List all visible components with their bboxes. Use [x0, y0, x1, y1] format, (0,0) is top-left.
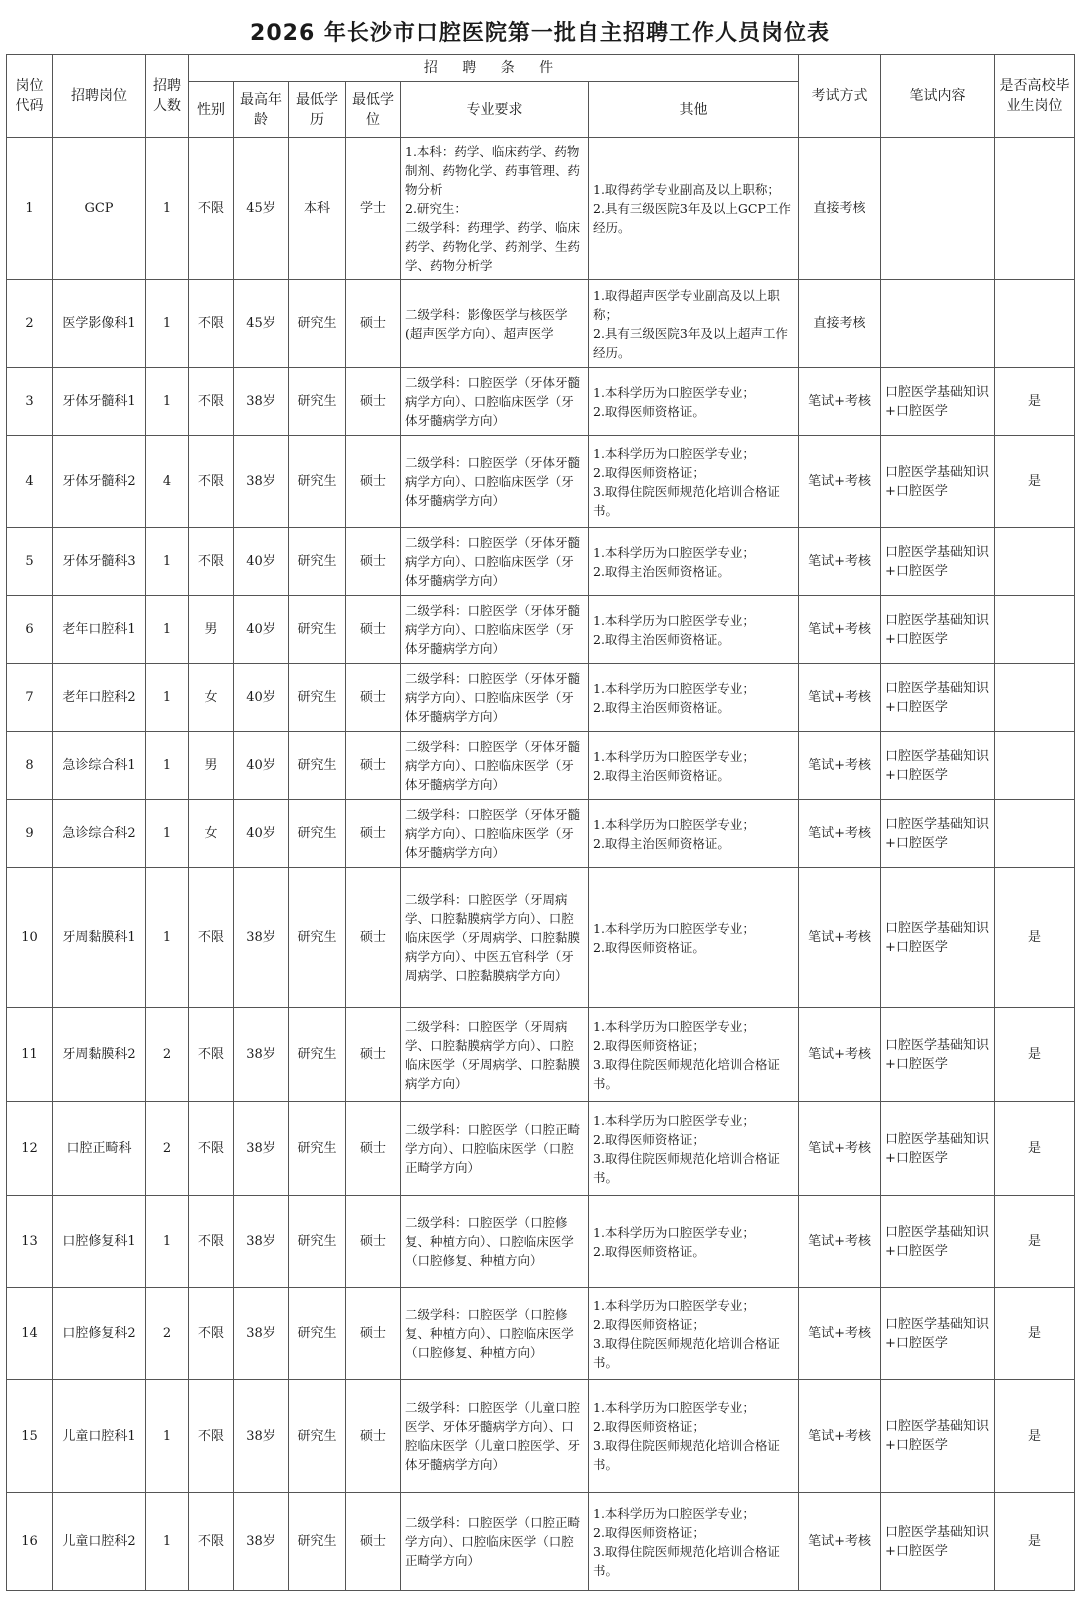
cell-written: 口腔医学基础知识+口腔医学: [881, 732, 995, 800]
cell-count: 2: [146, 1102, 189, 1196]
cell-other: 1.本科学历为口腔医学专业； 2.取得主治医师资格证。: [589, 800, 799, 868]
cell-count: 1: [146, 596, 189, 664]
cell-other: 1.本科学历为口腔医学专业； 2.取得医师资格证。: [589, 1196, 799, 1288]
cell-gender: 不限: [189, 868, 234, 1008]
cell-written: 口腔医学基础知识+口腔医学: [881, 664, 995, 732]
cell-written: 口腔医学基础知识+口腔医学: [881, 1196, 995, 1288]
cell-position: 牙体牙髓科3: [53, 528, 146, 596]
cell-max-age: 40岁: [234, 528, 289, 596]
table-row: [7, 528, 1075, 596]
cell-exam: 笔试+考核: [799, 1102, 881, 1196]
cell-graduate: [995, 280, 1075, 368]
cell-min-degree: 硕士: [346, 1102, 401, 1196]
cell-max-age: 45岁: [234, 280, 289, 368]
cell-written: 口腔医学基础知识+口腔医学: [881, 800, 995, 868]
cell-code: 4: [7, 436, 53, 528]
cell-gender: 女: [189, 800, 234, 868]
cell-graduate: [995, 664, 1075, 732]
cell-max-age: 40岁: [234, 596, 289, 664]
cell-exam: 笔试+考核: [799, 368, 881, 436]
cell-other: 1.本科学历为口腔医学专业； 2.取得医师资格证； 3.取得住院医师规范化培训合格证书。: [589, 1493, 799, 1591]
cell-max-age: 40岁: [234, 800, 289, 868]
header-gender: 性别: [189, 82, 234, 138]
cell-min-degree: 硕士: [346, 732, 401, 800]
cell-major: 二级学科：口腔医学（口腔正畸学方向）、口腔临床医学（口腔正畸学方向）: [401, 1102, 589, 1196]
cell-code: 3: [7, 368, 53, 436]
cell-graduate: 是: [995, 868, 1075, 1008]
cell-exam: 笔试+考核: [799, 596, 881, 664]
cell-written: 口腔医学基础知识+口腔医学: [881, 868, 995, 1008]
cell-graduate: 是: [995, 1008, 1075, 1102]
cell-major: 二级学科：口腔医学（牙体牙髓病学方向）、口腔临床医学（牙体牙髓病学方向）: [401, 664, 589, 732]
cell-code: 16: [7, 1493, 53, 1591]
table-header: [7, 55, 1075, 138]
cell-other: 1.本科学历为口腔医学专业； 2.取得医师资格证。: [589, 868, 799, 1008]
cell-graduate: [995, 732, 1075, 800]
table-row: [7, 1008, 1075, 1102]
cell-other: 1.本科学历为口腔医学专业； 2.取得医师资格证； 3.取得住院医师规范化培训合格证书。: [589, 1380, 799, 1493]
cell-max-age: 38岁: [234, 1288, 289, 1380]
cell-written: 口腔医学基础知识+口腔医学: [881, 436, 995, 528]
cell-max-age: 38岁: [234, 1493, 289, 1591]
positions-table: [6, 54, 1075, 1591]
cell-code: 9: [7, 800, 53, 868]
cell-position: 口腔修复科1: [53, 1196, 146, 1288]
cell-exam: 笔试+考核: [799, 1493, 881, 1591]
cell-gender: 不限: [189, 528, 234, 596]
header-count: 招聘人数: [146, 55, 189, 138]
cell-major: 1.本科：药学、临床药学、药物制剂、药物化学、药事管理、药物分析 2.研究生： 二级学科：药理学、药学、临床药学、药物化学、药剂学、生药学、药物分析学: [401, 138, 589, 280]
cell-count: 1: [146, 1493, 189, 1591]
cell-gender: 男: [189, 596, 234, 664]
cell-other: 1.本科学历为口腔医学专业； 2.取得医师资格证； 3.取得住院医师规范化培训合格证书。: [589, 436, 799, 528]
table-row: [7, 800, 1075, 868]
cell-count: 1: [146, 800, 189, 868]
header-major: 专业要求: [401, 82, 589, 138]
cell-code: 15: [7, 1380, 53, 1493]
cell-graduate: [995, 138, 1075, 280]
cell-major: 二级学科：口腔医学（口腔修复、种植方向）、口腔临床医学（口腔修复、种植方向）: [401, 1288, 589, 1380]
cell-graduate: [995, 800, 1075, 868]
table-row: [7, 1196, 1075, 1288]
cell-written: [881, 138, 995, 280]
cell-count: 2: [146, 1008, 189, 1102]
cell-gender: 不限: [189, 280, 234, 368]
cell-gender: 男: [189, 732, 234, 800]
cell-min-degree: 硕士: [346, 368, 401, 436]
cell-min-degree: 硕士: [346, 436, 401, 528]
cell-exam: 笔试+考核: [799, 436, 881, 528]
cell-position: GCP: [53, 138, 146, 280]
cell-major: 二级学科：口腔医学（牙体牙髓病学方向）、口腔临床医学（牙体牙髓病学方向）: [401, 732, 589, 800]
cell-min-edu: 研究生: [289, 1493, 346, 1591]
cell-gender: 不限: [189, 1008, 234, 1102]
cell-position: 医学影像科1: [53, 280, 146, 368]
cell-max-age: 38岁: [234, 1102, 289, 1196]
cell-min-edu: 研究生: [289, 1102, 346, 1196]
cell-written: 口腔医学基础知识+口腔医学: [881, 1288, 995, 1380]
cell-graduate: 是: [995, 1102, 1075, 1196]
table-row: [7, 1493, 1075, 1591]
cell-written: [881, 280, 995, 368]
cell-min-edu: 研究生: [289, 368, 346, 436]
cell-major: 二级学科：口腔医学（牙体牙髓病学方向）、口腔临床医学（牙体牙髓病学方向）: [401, 368, 589, 436]
cell-min-degree: 硕士: [346, 800, 401, 868]
cell-position: 牙体牙髓科1: [53, 368, 146, 436]
table-row: [7, 1288, 1075, 1380]
header-min-degree: 最低学位: [346, 82, 401, 138]
cell-min-edu: 研究生: [289, 436, 346, 528]
cell-code: 2: [7, 280, 53, 368]
cell-major: 二级学科：口腔医学（牙体牙髓病学方向）、口腔临床医学（牙体牙髓病学方向）: [401, 800, 589, 868]
cell-graduate: 是: [995, 1196, 1075, 1288]
cell-max-age: 38岁: [234, 1196, 289, 1288]
cell-count: 1: [146, 868, 189, 1008]
cell-gender: 不限: [189, 138, 234, 280]
cell-min-edu: 研究生: [289, 1008, 346, 1102]
header-other: 其他: [589, 82, 799, 138]
cell-min-degree: 硕士: [346, 1380, 401, 1493]
header-min-edu: 最低学历: [289, 82, 346, 138]
cell-written: 口腔医学基础知识+口腔医学: [881, 1493, 995, 1591]
cell-min-degree: 硕士: [346, 1196, 401, 1288]
cell-code: 7: [7, 664, 53, 732]
table-row: [7, 436, 1075, 528]
cell-graduate: 是: [995, 1380, 1075, 1493]
cell-position: 牙周黏膜科1: [53, 868, 146, 1008]
cell-min-edu: 研究生: [289, 1196, 346, 1288]
cell-graduate: [995, 596, 1075, 664]
cell-gender: 不限: [189, 1102, 234, 1196]
cell-other: 1.取得超声医学专业副高及以上职称； 2.具有三级医院3年及以上超声工作经历。: [589, 280, 799, 368]
cell-min-edu: 研究生: [289, 528, 346, 596]
cell-position: 儿童口腔科1: [53, 1380, 146, 1493]
cell-code: 14: [7, 1288, 53, 1380]
header-conditions: 招 聘 条 件: [189, 55, 799, 82]
cell-code: 11: [7, 1008, 53, 1102]
cell-major: 二级学科：口腔医学（牙体牙髓病学方向）、口腔临床医学（牙体牙髓病学方向）: [401, 528, 589, 596]
cell-gender: 不限: [189, 436, 234, 528]
cell-other: 1.本科学历为口腔医学专业； 2.取得医师资格证； 3.取得住院医师规范化培训合格证书。: [589, 1008, 799, 1102]
cell-major: 二级学科：口腔医学（牙周病学、口腔黏膜病学方向）、口腔临床医学（牙周病学、口腔黏膜病学方向）、中医五官科学（牙周病学、口腔黏膜病学方向）: [401, 868, 589, 1008]
cell-gender: 不限: [189, 1493, 234, 1591]
cell-written: 口腔医学基础知识+口腔医学: [881, 368, 995, 436]
cell-written: 口腔医学基础知识+口腔医学: [881, 1380, 995, 1493]
table-body: [7, 138, 1075, 1591]
cell-min-degree: 硕士: [346, 868, 401, 1008]
cell-count: 1: [146, 1380, 189, 1493]
cell-code: 1: [7, 138, 53, 280]
table-row: [7, 1102, 1075, 1196]
cell-graduate: 是: [995, 436, 1075, 528]
cell-gender: 不限: [189, 368, 234, 436]
cell-count: 1: [146, 1196, 189, 1288]
cell-position: 老年口腔科2: [53, 664, 146, 732]
cell-max-age: 45岁: [234, 138, 289, 280]
cell-min-edu: 本科: [289, 138, 346, 280]
cell-major: 二级学科：口腔医学（牙体牙髓病学方向）、口腔临床医学（牙体牙髓病学方向）: [401, 596, 589, 664]
cell-max-age: 38岁: [234, 368, 289, 436]
cell-gender: 不限: [189, 1288, 234, 1380]
cell-other: 1.本科学历为口腔医学专业； 2.取得医师资格证； 3.取得住院医师规范化培训合格证书。: [589, 1102, 799, 1196]
cell-exam: 直接考核: [799, 280, 881, 368]
cell-exam: 笔试+考核: [799, 868, 881, 1008]
header-graduate: 是否高校毕业生岗位: [995, 55, 1075, 138]
table-row: [7, 596, 1075, 664]
cell-exam: 笔试+考核: [799, 664, 881, 732]
table-row: [7, 1380, 1075, 1493]
cell-exam: 笔试+考核: [799, 1196, 881, 1288]
cell-other: 1.本科学历为口腔医学专业； 2.取得医师资格证； 3.取得住院医师规范化培训合格证书。: [589, 1288, 799, 1380]
cell-min-edu: 研究生: [289, 732, 346, 800]
cell-count: 1: [146, 664, 189, 732]
cell-position: 儿童口腔科2: [53, 1493, 146, 1591]
cell-graduate: 是: [995, 1493, 1075, 1591]
cell-code: 8: [7, 732, 53, 800]
cell-max-age: 38岁: [234, 868, 289, 1008]
cell-graduate: 是: [995, 368, 1075, 436]
cell-min-edu: 研究生: [289, 596, 346, 664]
cell-exam: 笔试+考核: [799, 1380, 881, 1493]
cell-count: 1: [146, 732, 189, 800]
table-row: [7, 664, 1075, 732]
cell-min-degree: 硕士: [346, 280, 401, 368]
cell-max-age: 40岁: [234, 664, 289, 732]
cell-position: 牙周黏膜科2: [53, 1008, 146, 1102]
cell-major: 二级学科：影像医学与核医学(超声医学方向）、超声医学: [401, 280, 589, 368]
cell-position: 老年口腔科1: [53, 596, 146, 664]
header-position: 招聘岗位: [53, 55, 146, 138]
cell-min-degree: 硕士: [346, 1008, 401, 1102]
cell-major: 二级学科：口腔医学（儿童口腔医学、牙体牙髓病学方向）、口腔临床医学（儿童口腔医学、牙体牙髓病学方向）: [401, 1380, 589, 1493]
cell-code: 5: [7, 528, 53, 596]
cell-position: 急诊综合科2: [53, 800, 146, 868]
cell-exam: 直接考核: [799, 138, 881, 280]
cell-min-degree: 硕士: [346, 596, 401, 664]
cell-gender: 不限: [189, 1196, 234, 1288]
cell-written: 口腔医学基础知识+口腔医学: [881, 1102, 995, 1196]
cell-exam: 笔试+考核: [799, 1288, 881, 1380]
cell-position: 急诊综合科1: [53, 732, 146, 800]
cell-other: 1.本科学历为口腔医学专业； 2.取得主治医师资格证。: [589, 732, 799, 800]
cell-min-edu: 研究生: [289, 280, 346, 368]
cell-code: 6: [7, 596, 53, 664]
cell-count: 4: [146, 436, 189, 528]
cell-code: 12: [7, 1102, 53, 1196]
cell-count: 1: [146, 280, 189, 368]
cell-min-degree: 硕士: [346, 664, 401, 732]
table-row: [7, 868, 1075, 1008]
cell-count: 1: [146, 528, 189, 596]
cell-position: 口腔修复科2: [53, 1288, 146, 1380]
cell-written: 口腔医学基础知识+口腔医学: [881, 596, 995, 664]
cell-gender: 女: [189, 664, 234, 732]
cell-max-age: 40岁: [234, 732, 289, 800]
cell-major: 二级学科：口腔医学（牙体牙髓病学方向）、口腔临床医学（牙体牙髓病学方向）: [401, 436, 589, 528]
cell-position: 牙体牙髓科2: [53, 436, 146, 528]
cell-other: 1.本科学历为口腔医学专业； 2.取得主治医师资格证。: [589, 664, 799, 732]
cell-code: 13: [7, 1196, 53, 1288]
cell-count: 2: [146, 1288, 189, 1380]
cell-exam: 笔试+考核: [799, 1008, 881, 1102]
page-title: 2026 年长沙市口腔医院第一批自主招聘工作人员岗位表: [250, 21, 830, 46]
cell-written: 口腔医学基础知识+口腔医学: [881, 528, 995, 596]
cell-code: 10: [7, 868, 53, 1008]
cell-min-edu: 研究生: [289, 868, 346, 1008]
cell-min-degree: 硕士: [346, 1288, 401, 1380]
cell-min-edu: 研究生: [289, 1288, 346, 1380]
cell-min-degree: 硕士: [346, 528, 401, 596]
header-written: 笔试内容: [881, 55, 995, 138]
cell-exam: 笔试+考核: [799, 800, 881, 868]
cell-gender: 不限: [189, 1380, 234, 1493]
cell-exam: 笔试+考核: [799, 528, 881, 596]
cell-count: 1: [146, 138, 189, 280]
cell-other: 1.取得药学专业副高及以上职称； 2.具有三级医院3年及以上GCP工作经历。: [589, 138, 799, 280]
header-exam: 考试方式: [799, 55, 881, 138]
cell-other: 1.本科学历为口腔医学专业； 2.取得主治医师资格证。: [589, 528, 799, 596]
header-code: 岗位代码: [7, 55, 53, 138]
cell-position: 口腔正畸科: [53, 1102, 146, 1196]
cell-max-age: 38岁: [234, 436, 289, 528]
cell-graduate: 是: [995, 1288, 1075, 1380]
table-row: [7, 138, 1075, 280]
cell-major: 二级学科：口腔医学（牙周病学、口腔黏膜病学方向）、口腔临床医学（牙周病学、口腔黏膜病学方向）: [401, 1008, 589, 1102]
table-row: [7, 280, 1075, 368]
cell-min-degree: 硕士: [346, 1493, 401, 1591]
cell-max-age: 38岁: [234, 1008, 289, 1102]
cell-other: 1.本科学历为口腔医学专业； 2.取得医师资格证。: [589, 368, 799, 436]
cell-major: 二级学科：口腔医学（口腔正畸学方向）、口腔临床医学（口腔正畸学方向）: [401, 1493, 589, 1591]
table-row: [7, 368, 1075, 436]
table-row: [7, 732, 1075, 800]
cell-min-edu: 研究生: [289, 664, 346, 732]
cell-min-degree: 学士: [346, 138, 401, 280]
cell-written: 口腔医学基础知识+口腔医学: [881, 1008, 995, 1102]
cell-exam: 笔试+考核: [799, 732, 881, 800]
cell-graduate: [995, 528, 1075, 596]
cell-other: 1.本科学历为口腔医学专业； 2.取得主治医师资格证。: [589, 596, 799, 664]
cell-count: 1: [146, 368, 189, 436]
cell-max-age: 38岁: [234, 1380, 289, 1493]
header-max-age: 最高年龄: [234, 82, 289, 138]
cell-major: 二级学科：口腔医学（口腔修复、种植方向）、口腔临床医学（口腔修复、种植方向）: [401, 1196, 589, 1288]
cell-min-edu: 研究生: [289, 800, 346, 868]
cell-min-edu: 研究生: [289, 1380, 346, 1493]
